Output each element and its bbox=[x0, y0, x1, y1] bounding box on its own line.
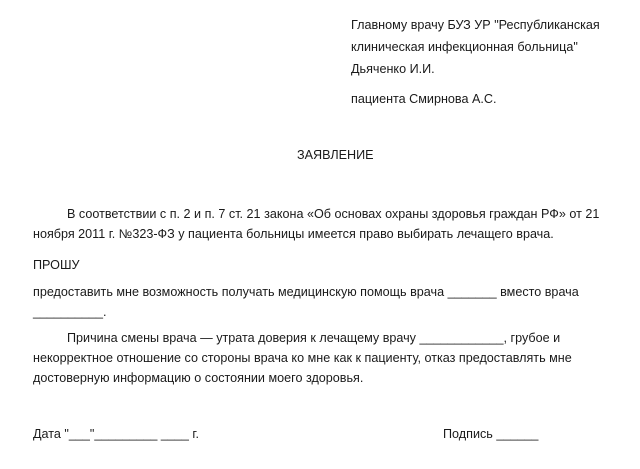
reason-line-3: достоверную информацию о состоянии моего здоровья. bbox=[33, 371, 364, 385]
addressee-line-3: Дьяченко И.И. bbox=[351, 62, 435, 76]
request-line-1: предоставить мне возможность получать медицинскую помощь врача _______ вместо врача bbox=[33, 285, 579, 299]
paragraph1-line-1: В соответствии с п. 2 и п. 7 ст. 21 закона «Об основах охраны здоровья граждан РФ» от 21 bbox=[67, 207, 600, 221]
applicant-line: пациента Смирнова А.С. bbox=[351, 92, 497, 106]
addressee-line-2: клиническая инфекционная больница" bbox=[351, 40, 578, 54]
date-line: Дата "___"_________ ____ г. bbox=[33, 427, 199, 441]
paragraph1-line-2: ноября 2011 г. №323-ФЗ у пациента больницы имеется право выбирать лечащего врача. bbox=[33, 227, 554, 241]
request-line-2: __________. bbox=[33, 305, 107, 319]
reason-line-1: Причина смены врача — утрата доверия к лечащему врачу ____________, грубое и bbox=[67, 331, 561, 345]
document-title: ЗАЯВЛЕНИЕ bbox=[297, 148, 374, 162]
signature-line: Подпись ______ bbox=[443, 427, 539, 441]
addressee-line-1: Главному врачу БУЗ УР "Республиканская bbox=[351, 18, 600, 32]
request-word: ПРОШУ bbox=[33, 258, 80, 272]
reason-line-2: некорректное отношение со стороны врача ко мне как к пациенту, отказ предоставлять мне bbox=[33, 351, 572, 365]
